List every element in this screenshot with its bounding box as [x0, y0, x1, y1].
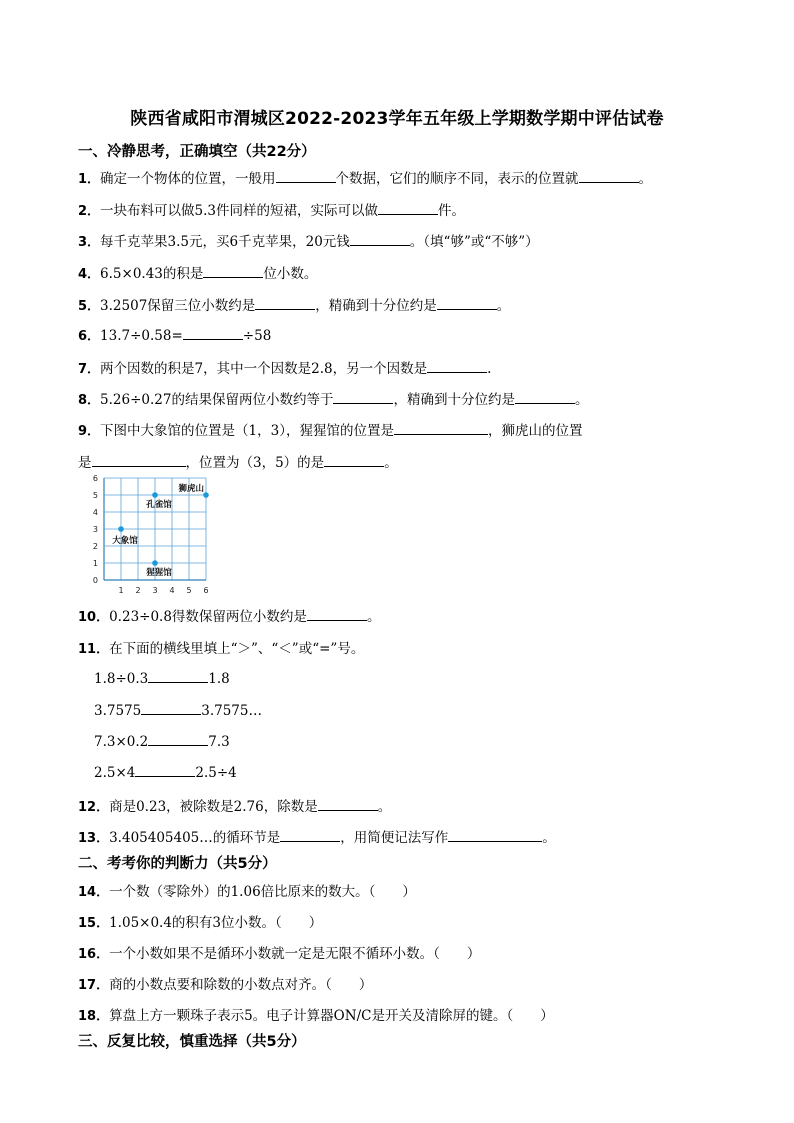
y-tick-label: 0	[92, 576, 98, 585]
comparison-item	[94, 733, 230, 750]
question-text: ，狮虎山的位置	[487, 423, 583, 439]
question-number: 7．	[78, 362, 101, 377]
question-number: 10．	[78, 610, 110, 625]
question-text: 。	[496, 298, 511, 314]
comparison-left: 7.3×0.2	[94, 734, 149, 750]
question-number: 13．	[78, 831, 110, 846]
question-text: 。	[542, 830, 556, 846]
answer-blank[interactable]	[350, 233, 410, 246]
grid-point-label: 猩猩馆	[146, 568, 172, 578]
question-6	[78, 325, 271, 344]
question-text: ÷58	[242, 328, 272, 344]
comparison-left: 1.8÷0.3	[94, 671, 149, 687]
x-tick-label: 1	[118, 586, 124, 594]
question-4	[78, 262, 317, 282]
question-number: 9．	[78, 424, 101, 439]
answer-blank[interactable]	[394, 422, 488, 435]
x-tick-label: 3	[152, 586, 158, 594]
question-text: 3.2507保留三位小数约是	[100, 298, 256, 314]
question-text: 1.05×0.4的积有3位小数。（ ）	[109, 915, 323, 931]
question-number: 18．	[78, 1009, 110, 1024]
question-text: 。	[574, 392, 589, 408]
question-number: 15．	[78, 916, 110, 931]
y-tick-label: 3	[92, 525, 98, 534]
question-8	[78, 388, 588, 408]
question-text: 商是0.23，被除数是2.76，除数是	[109, 799, 318, 815]
question-7	[78, 357, 491, 377]
question-number: 3．	[78, 235, 101, 250]
answer-blank[interactable]	[280, 829, 340, 842]
y-tick-label: 1	[92, 559, 98, 568]
question-text: 算盘上方一颗珠子表示5。电子计算器ON/C是开关及清除屏的键。（ ）	[109, 1008, 554, 1024]
section-3-heading: 三、反复比较，慎重选择（共5分）	[78, 1034, 306, 1050]
question-text: 是	[78, 455, 92, 471]
question-text: ，精确到十分位约是	[393, 392, 515, 408]
comparison-left: 3.7575	[94, 703, 142, 719]
comparison-item	[94, 702, 262, 719]
grid-point-label: 孔雀馆	[146, 500, 172, 510]
x-tick-label: 2	[135, 586, 141, 594]
question-16	[78, 942, 480, 962]
y-tick-label: 5	[92, 491, 98, 500]
answer-blank[interactable]	[579, 170, 639, 183]
question-1	[78, 167, 652, 187]
question-text: ，精确到十分位约是	[315, 298, 437, 314]
question-3	[78, 230, 539, 250]
answer-blank[interactable]	[92, 454, 186, 467]
question-2	[78, 199, 465, 219]
question-text: ，位置为（3，5）的是	[185, 455, 325, 471]
question-15	[78, 911, 322, 931]
question-text: 。（填“够”或“不够”）	[409, 234, 539, 250]
grid-point	[203, 492, 209, 498]
question-text: ，用简便记法写作	[340, 830, 449, 846]
question-number: 17．	[78, 978, 110, 993]
answer-blank[interactable]	[148, 670, 208, 683]
question-number: 14．	[78, 885, 110, 900]
answer-blank[interactable]	[515, 391, 575, 404]
question-number: 16．	[78, 947, 110, 962]
coordinate-grid	[88, 474, 218, 594]
question-text: 。	[638, 171, 653, 187]
question-5	[78, 294, 510, 314]
answer-blank[interactable]	[203, 265, 263, 278]
question-text: 一块布料可以做5.3件同样的短裙，实际可以做	[100, 203, 379, 219]
question-14	[78, 880, 416, 900]
question-text: 13.7÷0.58=	[100, 328, 183, 344]
question-text: 一个数（零除外）的1.06倍比原来的数大。（ ）	[109, 884, 416, 900]
x-tick-label: 6	[203, 586, 209, 594]
question-text: 每千克苹果3.5元，买6千克苹果，20元钱	[100, 234, 350, 250]
question-9	[78, 419, 582, 439]
answer-blank[interactable]	[148, 733, 208, 746]
question-text: 一个小数如果不是循环小数就一定是无限不循环小数。（ ）	[109, 946, 481, 962]
question-text: 下图中大象馆的位置是（1，3），猩猩馆的位置是	[100, 423, 394, 439]
comparison-right: 7.3	[208, 734, 230, 750]
y-tick-label: 6	[92, 474, 98, 483]
grid-points	[112, 483, 209, 578]
answer-blank[interactable]	[276, 170, 336, 183]
answer-blank[interactable]	[183, 327, 243, 340]
comparison-right: 1.8	[208, 671, 230, 687]
answer-blank[interactable]	[427, 360, 487, 373]
answer-blank[interactable]	[324, 454, 384, 467]
answer-blank[interactable]	[437, 297, 497, 310]
answer-blank[interactable]	[333, 391, 393, 404]
comparison-right: 2.5÷4	[195, 765, 237, 781]
grid-point-label: 狮虎山	[178, 484, 204, 494]
section-1-heading: 一、冷静思考，正确填空（共22分）	[78, 144, 316, 160]
question-text: 件。	[438, 203, 466, 219]
y-tick-label: 2	[92, 542, 98, 551]
question-number: 2．	[78, 204, 101, 219]
grid-point	[152, 560, 158, 566]
question-text: 位小数。	[263, 266, 318, 282]
question-11	[78, 637, 364, 657]
question-text: 3.405405405…的循环节是	[109, 830, 281, 846]
answer-blank[interactable]	[307, 608, 367, 621]
question-text: 。	[366, 609, 381, 625]
question-text: 。	[377, 799, 392, 815]
question-text: 两个因数的积是7，其中一个因数是2.8，另一个因数是	[100, 361, 428, 377]
comparison-item	[94, 670, 230, 687]
grid-point	[152, 492, 158, 498]
question-number: 11．	[78, 642, 110, 657]
comparison-right: 3.7575…	[201, 703, 262, 719]
answer-blank[interactable]	[141, 702, 201, 715]
question-text: .	[487, 361, 492, 377]
x-tick-label: 4	[169, 586, 175, 594]
grid-point-label: 大象馆	[112, 536, 138, 546]
page-title: 陕西省咸阳市渭城区2022-2023学年五年级上学期数学期中评估试卷	[130, 109, 664, 129]
answer-blank[interactable]	[448, 829, 542, 842]
question-text: 6.5×0.43的积是	[100, 266, 204, 282]
question-13	[78, 826, 556, 846]
question-18	[78, 1004, 554, 1024]
question-number: 5．	[78, 299, 101, 314]
question-text: 商的小数点要和除数的小数点对齐。（ ）	[109, 977, 373, 993]
answer-blank[interactable]	[255, 297, 315, 310]
question-text: 在下面的横线里填上“＞”、“＜”或“=”号。	[109, 641, 365, 657]
question-12	[78, 795, 391, 815]
question-text: 0.23÷0.8得数保留两位小数约是	[109, 609, 307, 625]
answer-blank[interactable]	[318, 798, 378, 811]
comparison-item	[94, 764, 237, 781]
question-text: 。	[384, 455, 398, 471]
question-number: 4．	[78, 267, 101, 282]
question-text: 5.26÷0.27的结果保留两位小数约等于	[100, 392, 334, 408]
question-10	[78, 605, 380, 625]
question-number: 8．	[78, 393, 101, 408]
section-2-heading: 二、考考你的判断力（共5分）	[78, 856, 277, 872]
question-number: 6．	[78, 329, 101, 344]
x-tick-label: 5	[186, 586, 192, 594]
question-text: 确定一个物体的位置，一般用	[100, 171, 276, 187]
question-text: 个数据，它们的顺序不同，表示的位置就	[335, 171, 579, 187]
grid-point	[118, 526, 124, 532]
answer-blank[interactable]	[135, 764, 195, 777]
question-number: 1．	[78, 172, 101, 187]
question-number: 12．	[78, 800, 110, 815]
y-tick-label: 4	[92, 508, 98, 517]
answer-blank[interactable]	[378, 202, 438, 215]
comparison-left: 2.5×4	[94, 765, 136, 781]
question-17	[78, 973, 372, 993]
question-9-continued	[78, 451, 398, 471]
